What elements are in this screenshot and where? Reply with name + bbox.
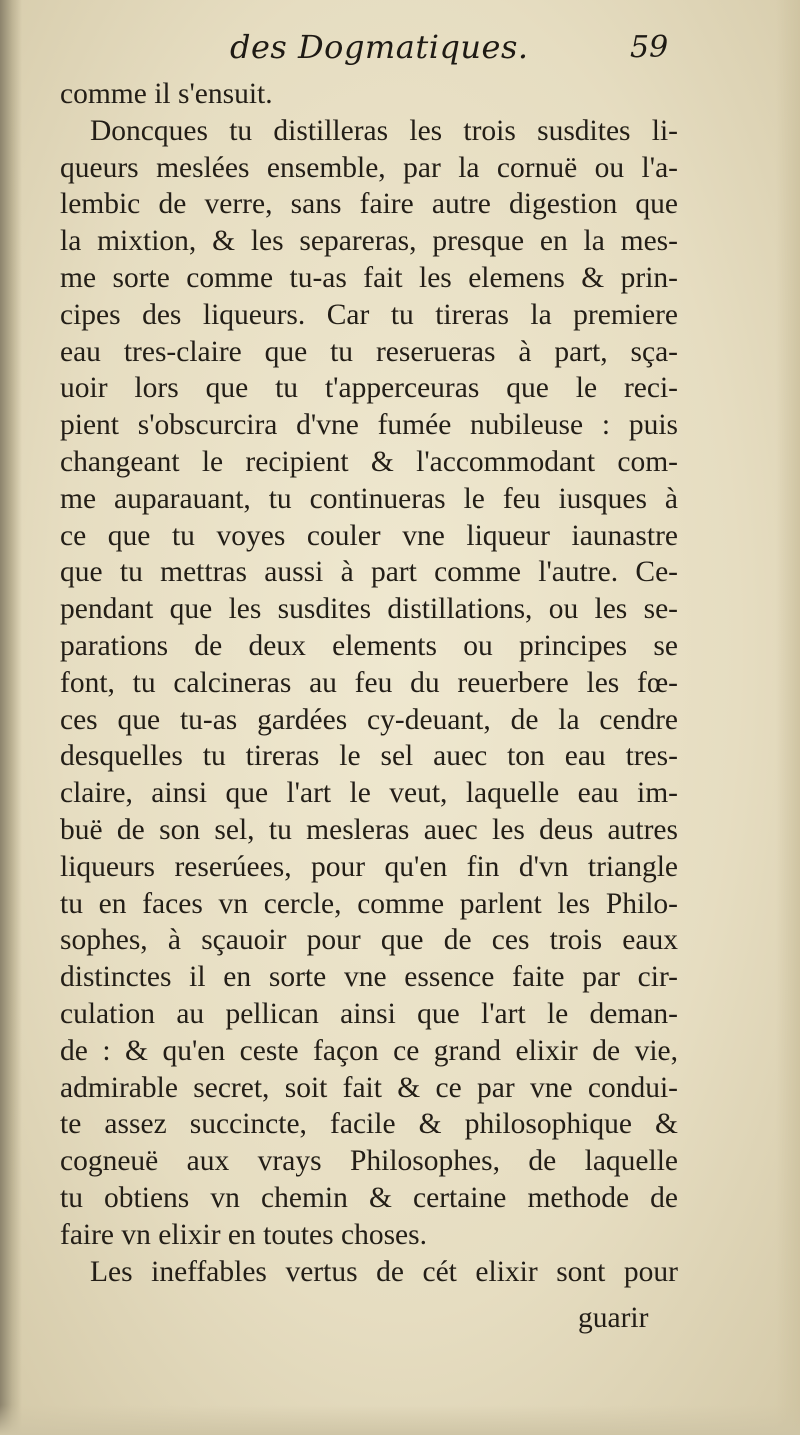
text-line: pendant que les susdites distillations, ou les se- bbox=[60, 593, 678, 626]
text-line: lembic de verre, sans faire autre digestion que bbox=[60, 188, 678, 221]
text-line: pient s'obscurcira d'vne fumée nubileuse : puis bbox=[60, 409, 678, 442]
text-line: me sorte comme tu-as fait les elemens & prin- bbox=[60, 261, 678, 294]
text-line: font, tu calcineras au feu du reuerbere les fœ- bbox=[60, 666, 678, 699]
text-line: me auparauant, tu continueras le feu iusques à bbox=[60, 482, 678, 515]
text-line: queurs meslées ensemble, par la cornuë ou l'a- bbox=[60, 151, 678, 184]
text-line: Doncques tu distilleras les trois susdites li- bbox=[90, 114, 678, 147]
text-line: Les ineffables vertus de cét elixir sont pour bbox=[90, 1255, 678, 1288]
text-line: ces que tu-as gardées cy-deuant, de la cendre bbox=[60, 703, 678, 736]
text-line: tu en faces vn cercle, comme parlent les Philo- bbox=[60, 887, 678, 920]
page-bottom-shading bbox=[0, 1405, 800, 1435]
text-line: culation au pellican ainsi que l'art le deman- bbox=[60, 997, 678, 1030]
page-number: 59 bbox=[630, 30, 669, 65]
text-line: faire vn elixir en toutes choses. bbox=[60, 1218, 427, 1251]
text-line: buë de son sel, tu mesleras auec les deus autres bbox=[60, 813, 678, 846]
text-line: uoir lors que tu t'apperceuras que le reci- bbox=[60, 372, 678, 405]
text-line: changeant le recipient & l'accommodant com- bbox=[60, 445, 678, 478]
running-head: des Dogmatiques. bbox=[230, 28, 529, 66]
text-line: liqueurs reserúees, pour qu'en fin d'vn triangle bbox=[60, 850, 678, 883]
text-line: ce que tu voyes couler vne liqueur iaunastre bbox=[60, 519, 678, 552]
text-line: comme il s'ensuit. bbox=[60, 78, 273, 110]
text-line: sophes, à sçauoir pour que de ces trois eaux bbox=[60, 924, 678, 957]
page-edge-shading bbox=[776, 0, 800, 1435]
text-line: te assez succincte, facile & philosophique & bbox=[60, 1108, 678, 1141]
page-gutter-shadow bbox=[0, 0, 22, 1435]
text-line: claire, ainsi que l'art le veut, laquelle eau im- bbox=[60, 777, 678, 810]
text-line: cogneuë aux vrays Philosophes, de laquelle bbox=[60, 1145, 678, 1178]
catchword: guarir bbox=[578, 1302, 649, 1334]
text-line: de : & qu'en ceste façon ce grand elixir de vie, bbox=[60, 1034, 678, 1067]
text-line: distinctes il en sorte vne essence faite par cir- bbox=[60, 961, 678, 994]
text-line: cipes des liqueurs. Car tu tireras la premiere bbox=[60, 298, 678, 331]
text-line: tu obtiens vn chemin & certaine methode de bbox=[60, 1181, 678, 1214]
text-line: la mixtion, & les separeras, presque en la mes- bbox=[60, 225, 678, 258]
text-line: que tu mettras aussi à part comme l'autre. Ce- bbox=[60, 556, 678, 589]
text-line: desquelles tu tireras le sel auec ton eau tres- bbox=[60, 740, 678, 773]
body-text bbox=[60, 76, 678, 1290]
text-line: eau tres-claire que tu reserueras à part, sça- bbox=[60, 335, 678, 368]
text-line: admirable secret, soit fait & ce par vne condui- bbox=[60, 1071, 678, 1104]
text-line: parations de deux elements ou principes se bbox=[60, 629, 678, 662]
